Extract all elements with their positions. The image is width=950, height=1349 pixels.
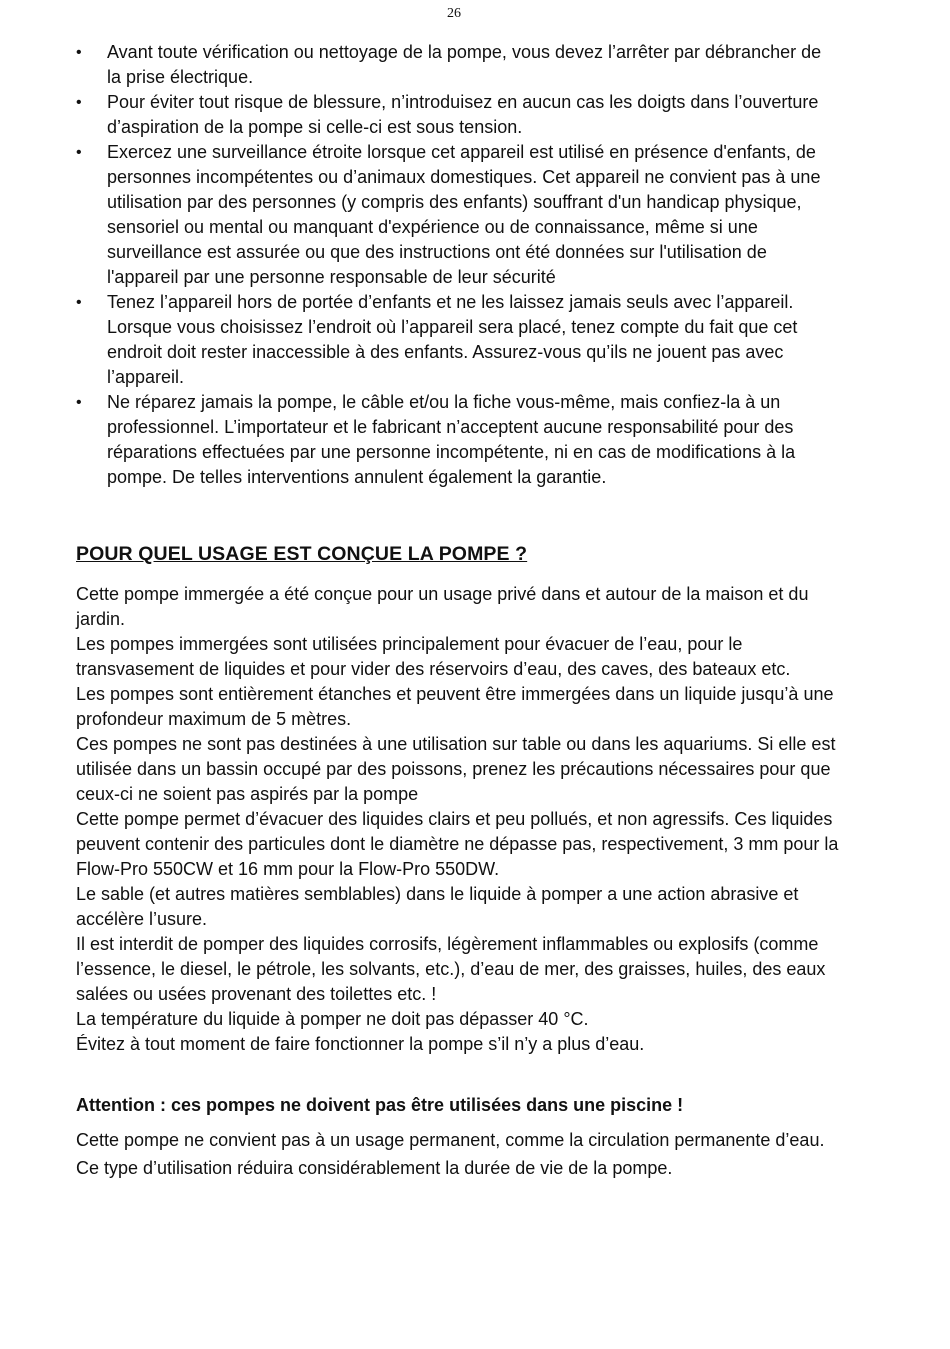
bullet-dot-icon: •	[76, 294, 82, 311]
paragraph: Évitez à tout moment de faire fonctionner la pompe s’il n’y a plus d’eau.	[76, 1034, 645, 1054]
paragraph: Cette pompe permet d’évacuer des liquides clairs et peu pollués, et non agressifs. Ces liquides peuvent contenir des particules dont le diamètre ne dépasse pas, respectivement, 3 mm pour la Flow-Pro 550CW et 16 mm pour la Flow-Pro 550DW.	[76, 809, 839, 879]
paragraph: Les pompes immergées sont utilisées principalement pour évacuer de l’eau, pour le transvasement de liquides et pour vider des réservoirs d’eau, des caves, des bateaux etc.	[76, 634, 791, 679]
paragraph: Les pompes sont entièrement étanches et peuvent être immergées dans un liquide jusqu’à une profondeur maximum de 5 mètres.	[76, 684, 834, 729]
bullet-item	[76, 290, 836, 390]
paragraph: La température du liquide à pomper ne doit pas dépasser 40 °C.	[76, 1009, 589, 1029]
bullet-text: Ne réparez jamais la pompe, le câble et/ou la fiche vous-même, mais confiez-la à un professionnel. L’importateur et le fabricant n’acceptent aucune responsabilité pour des réparations effectuées par une personne incompétente, ni en cas de modifications à la pompe. De telles interventions annulent également la garantie.	[107, 392, 796, 487]
safety-bullet-list	[76, 40, 836, 490]
section-heading: POUR QUEL USAGE EST CONÇUE LA POMPE ?	[76, 543, 528, 565]
page-number: 26	[447, 6, 461, 21]
paragraph: Le sable (et autres matières semblables) dans le liquide à pomper a une action abrasive et accélère l’usure.	[76, 884, 799, 929]
paragraph: Ces pompes ne sont pas destinées à une utilisation sur table ou dans les aquariums. Si elle est utilisée dans un bassin occupé par des poissons, prenez les précautions nécessaires pour que ceux-ci ne soient pas aspirés par la pompe	[76, 734, 836, 804]
bullet-text: Avant toute vérification ou nettoyage de la pompe, vous devez l’arrêter par débrancher de la prise électrique.	[107, 42, 822, 87]
bullet-dot-icon: •	[76, 144, 82, 161]
closing-paragraph: Cette pompe ne convient pas à un usage permanent, comme la circulation permanente d’eau. Ce type d’utilisation réduira considérablement la durée de vie de la pompe.	[76, 1130, 825, 1178]
attention-warning: Attention : ces pompes ne doivent pas être utilisées dans une piscine !	[76, 1095, 684, 1115]
bullet-item	[76, 40, 836, 90]
bullet-dot-icon: •	[76, 394, 82, 411]
bullet-item	[76, 90, 836, 140]
bullet-dot-icon: •	[76, 44, 82, 61]
bullet-text: Exercez une surveillance étroite lorsque cet appareil est utilisé en présence d'enfants, de personnes incompétentes ou d’animaux domestiques. Cet appareil ne convient pas à une utilisation par des personnes (y compris des enfants) souffrant d'un handicap physique, sensoriel ou mental ou manquant d'expérience ou de connaissance, même si une surveillance est assurée ou que des instructions ont été données sur l'utilisation de l'appareil par une personne responsable de leur sécurité	[107, 142, 821, 287]
paragraph: Il est interdit de pomper des liquides corrosifs, légèrement inflammables ou explosifs (comme l’essence, le diesel, le pétrole, les solvants, etc.), d’eau de mer, des graisses, huiles, des eaux salées ou usées provenant des toilettes etc. !	[76, 934, 826, 1004]
usage-paragraphs	[76, 582, 846, 1057]
paragraph: Cette pompe immergée a été conçue pour un usage privé dans et autour de la maison et du jardin.	[76, 584, 809, 629]
bullet-item	[76, 390, 836, 490]
bullet-text: Tenez l’appareil hors de portée d’enfants et ne les laissez jamais seuls avec l’appareil. Lorsque vous choisissez l’endroit où l’appareil sera placé, tenez compte du fait que cet endroit doit rester inaccessible à des enfants. Assurez-vous qu’ils ne jouent pas avec l’appareil.	[107, 292, 798, 387]
bullet-dot-icon: •	[76, 94, 82, 111]
bullet-text: Pour éviter tout risque de blessure, n’introduisez en aucun cas les doigts dans l’ouverture d’aspiration de la pompe si celle-ci est sous tension.	[107, 92, 819, 137]
bullet-item	[76, 140, 836, 290]
